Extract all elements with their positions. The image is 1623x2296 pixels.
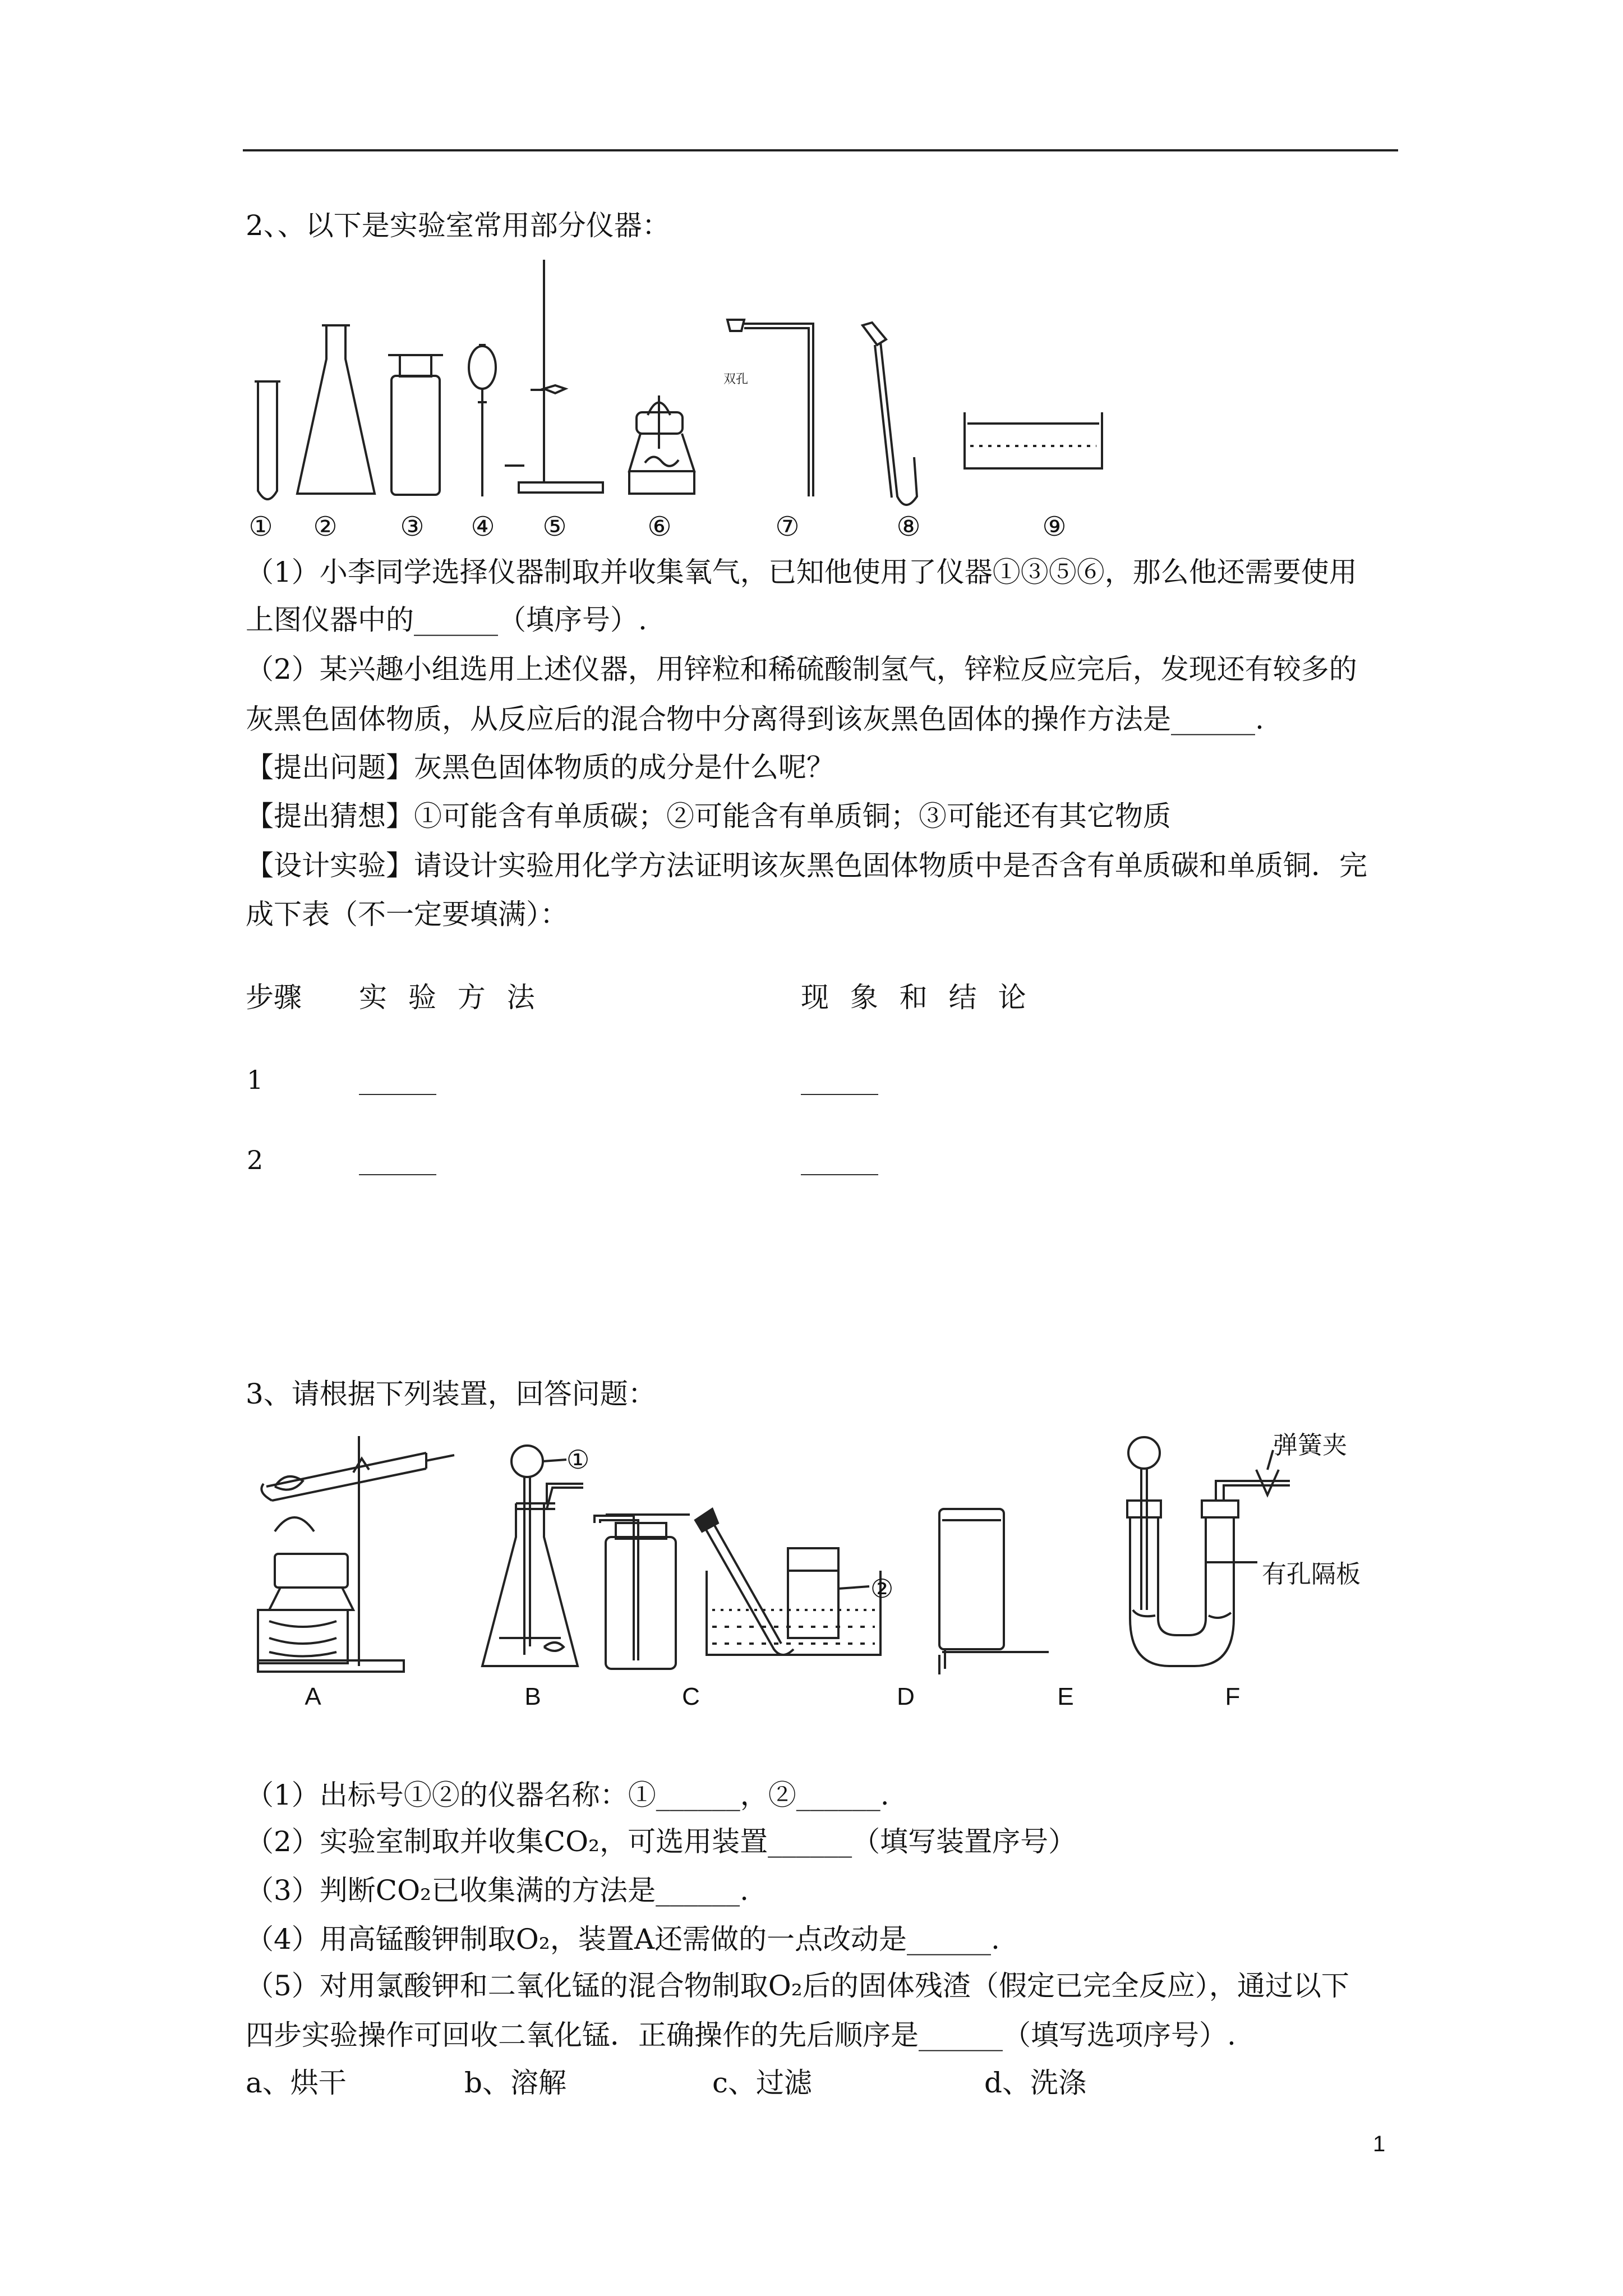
- device-label-a: A: [305, 1683, 321, 1710]
- option-c: c、过滤: [712, 2067, 813, 2099]
- instrument-label-1: ①: [248, 511, 273, 542]
- q3-item-3: （3）判断CO₂已收集满的方法是______.: [246, 1874, 749, 1907]
- q3-item-2: （2）实验室制取并收集CO₂，可选用装置______（填写装置序号）: [246, 1825, 1077, 1858]
- page-number: 1: [1373, 2132, 1386, 2156]
- header-rule: [243, 149, 1398, 151]
- double-hole-label: 双孔: [723, 372, 749, 386]
- instrument-label-8: ⑧: [896, 511, 921, 542]
- table-header-result: 现 象 和 结 论: [801, 981, 1026, 1014]
- callout-one: ①: [566, 1444, 590, 1475]
- option-d: d、洗涤: [984, 2067, 1087, 2099]
- q3-item-4: （4）用高锰酸钾制取O₂，装置A还需做的一点改动是______.: [246, 1923, 1000, 1955]
- table-header-step: 步骤: [246, 981, 302, 1014]
- q2-design-line1: 【设计实验】请设计实验用化学方法证明该灰黑色固体物质中是否含有单质碳和单质铜．完: [246, 849, 1367, 882]
- callout-porous-plate: 有孔隔板: [1262, 1560, 1361, 1589]
- q2-title: 2、、以下是实验室常用部分仪器：: [246, 209, 670, 242]
- callout-two: ②: [870, 1573, 894, 1604]
- instrument-label-7: ⑦: [775, 511, 800, 542]
- device-label-c: C: [682, 1683, 700, 1710]
- device-label-f: F: [1225, 1683, 1241, 1710]
- q2-design-line2: 成下表（不一定要填满）：: [246, 898, 568, 931]
- q3-title: 3、请根据下列装置，回答问题：: [246, 1378, 656, 1410]
- option-b: b、溶解: [464, 2067, 567, 2099]
- q2-hypothesis: 【提出猜想】①可能含有单质碳；②可能含有单质铜；③可能还有其它物质: [246, 800, 1171, 832]
- apparatus-figure: [241, 1425, 1430, 1694]
- option-a: a、烘干: [246, 2067, 347, 2099]
- q3-item-5-line1: （5）对用氯酸钾和二氧化锰的混合物制取O₂后的固体残渣（假定已完全反应），通过以下: [246, 1970, 1349, 2002]
- device-label-e: E: [1057, 1683, 1074, 1710]
- instrument-label-9: ⑨: [1042, 511, 1067, 542]
- q2-p1-line2: 上图仪器中的______（填序号）.: [246, 604, 647, 636]
- q2-p1-line1: （1）小李同学选择仪器制取并收集氧气，已知他使用了仪器①③⑤⑥，那么他还需要使用: [246, 556, 1357, 588]
- q2-p2-line2: 灰黑色固体物质，从反应后的混合物中分离得到该灰黑色固体的操作方法是______.: [246, 703, 1264, 735]
- instruments-figure: [241, 255, 1116, 547]
- instrument-label-4: ④: [471, 511, 495, 542]
- table-row-1-method: ______: [359, 1065, 436, 1095]
- table-row-1-step: 1: [247, 1065, 264, 1095]
- q3-item-5-line2: 四步实验操作可回收二氧化锰．正确操作的先后顺序是______（填写选项序号）.: [246, 2019, 1236, 2051]
- table-row-1-result: ______: [801, 1065, 878, 1095]
- device-label-b: B: [524, 1683, 541, 1710]
- callout-spring-clip: 弹簧夹: [1273, 1431, 1347, 1460]
- device-label-d: D: [897, 1683, 915, 1710]
- table-row-2-method: ______: [359, 1145, 436, 1175]
- instrument-label-6: ⑥: [647, 511, 672, 542]
- instrument-label-3: ③: [400, 511, 425, 542]
- q3-item-1: （1）出标号①②的仪器名称：①______，②______.: [246, 1779, 889, 1811]
- instrument-label-2: ②: [313, 511, 338, 542]
- table-header-method: 实 验 方 法: [359, 981, 535, 1014]
- instrument-label-5: ⑤: [542, 511, 567, 542]
- table-row-2-step: 2: [247, 1145, 264, 1175]
- table-row-2-result: ______: [801, 1145, 878, 1175]
- q2-question: 【提出问题】灰黑色固体物质的成分是什么呢？: [246, 751, 834, 784]
- q2-p2-line1: （2）某兴趣小组选用上述仪器，用锌粒和稀硫酸制氢气，锌粒反应完后，发现还有较多的: [246, 653, 1357, 685]
